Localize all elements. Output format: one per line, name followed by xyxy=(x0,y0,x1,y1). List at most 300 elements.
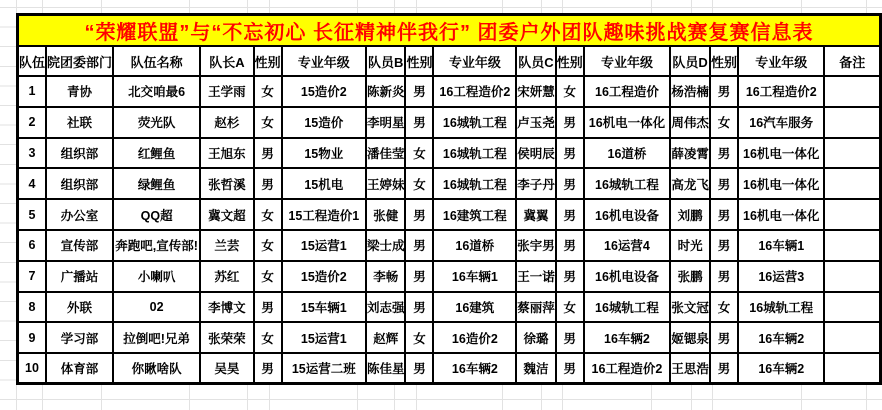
cell[interactable] xyxy=(405,322,433,353)
cell[interactable] xyxy=(366,107,406,138)
cell[interactable] xyxy=(46,76,113,107)
cell[interactable] xyxy=(670,261,710,292)
cell[interactable] xyxy=(113,168,200,199)
cell[interactable] xyxy=(18,168,47,199)
cell[interactable] xyxy=(254,76,282,107)
cell[interactable] xyxy=(710,138,738,169)
table-row xyxy=(18,76,881,107)
cell[interactable] xyxy=(433,230,516,261)
cell[interactable] xyxy=(433,353,516,384)
col-header[interactable]: 队伍名称 xyxy=(113,46,200,76)
cell[interactable] xyxy=(584,138,670,169)
cell[interactable] xyxy=(46,199,113,230)
cell-text: 15造价2 xyxy=(300,85,347,100)
cell[interactable] xyxy=(556,199,584,230)
cell-text: 15运营1 xyxy=(300,239,347,254)
cell-text: 男 xyxy=(563,177,577,192)
cell[interactable] xyxy=(282,76,366,107)
cell[interactable] xyxy=(405,107,433,138)
cell-text: 荧光队 xyxy=(137,116,176,131)
cell-text: 张鹏 xyxy=(677,270,703,285)
table-row xyxy=(18,168,881,199)
cell-text: 男 xyxy=(413,300,426,315)
cell[interactable] xyxy=(670,138,710,169)
table-title: “荣耀联盟”与“不忘初心 长征精神伴我行” 团委户外团队趣味挑战赛复赛信息表 xyxy=(18,15,881,47)
cell[interactable] xyxy=(18,261,47,292)
cell-text: 16车辆2 xyxy=(758,331,805,346)
cell[interactable] xyxy=(738,292,824,323)
cell-text: 刘鹏 xyxy=(677,208,703,223)
col-header[interactable]: 队长A xyxy=(200,46,253,76)
cell[interactable] xyxy=(366,261,406,292)
cell[interactable] xyxy=(584,199,670,230)
cell-text: 16车辆2 xyxy=(451,362,498,377)
cell-text: 王学雨 xyxy=(208,85,246,100)
cell[interactable] xyxy=(433,199,516,230)
cell-text: 红鲤鱼 xyxy=(137,146,176,161)
cell[interactable] xyxy=(584,261,670,292)
cell[interactable] xyxy=(516,353,556,384)
cell-text: 薛凌霄 xyxy=(671,146,709,161)
table-row xyxy=(18,199,881,230)
cell[interactable] xyxy=(200,353,253,384)
cell[interactable] xyxy=(405,138,433,169)
cell-text: 16车辆2 xyxy=(604,331,650,346)
cell[interactable] xyxy=(18,76,47,107)
cell-text: 魏洁 xyxy=(523,362,549,377)
cell[interactable] xyxy=(113,138,200,169)
cell-text: 8 xyxy=(28,299,36,314)
cell-text: 男 xyxy=(261,300,274,315)
cell-text: 卢玉尧 xyxy=(517,116,555,131)
cell[interactable] xyxy=(556,353,584,384)
cell[interactable] xyxy=(433,292,516,323)
cell[interactable] xyxy=(200,292,253,323)
cell[interactable] xyxy=(516,76,556,107)
cell-text: 杨浩楠 xyxy=(671,85,709,100)
cell[interactable] xyxy=(824,230,880,261)
cell-text: 绿鲤鱼 xyxy=(137,177,176,192)
cell[interactable] xyxy=(556,292,584,323)
cell[interactable] xyxy=(738,230,824,261)
cell-text: 女 xyxy=(563,300,577,315)
cell-text: 王婷妹 xyxy=(366,177,405,192)
cell-text: 16运营4 xyxy=(604,239,650,254)
col-header[interactable]: 性别 xyxy=(710,46,738,76)
cell-text: 姬锶泉 xyxy=(671,331,709,346)
cell[interactable] xyxy=(516,261,556,292)
cell[interactable] xyxy=(710,261,738,292)
cell-text: 女 xyxy=(261,270,274,285)
cell[interactable] xyxy=(670,322,710,353)
cell-text: 赵辉 xyxy=(373,331,399,346)
cell[interactable] xyxy=(516,230,556,261)
cell[interactable] xyxy=(46,230,113,261)
cell-text: 15工程造价1 xyxy=(288,208,360,223)
cell[interactable] xyxy=(670,168,710,199)
cell-text: 女 xyxy=(261,208,274,223)
cell-text: 刘志强 xyxy=(366,300,405,315)
cell[interactable] xyxy=(824,138,880,169)
cell[interactable] xyxy=(584,107,670,138)
cell-text: 16运营3 xyxy=(758,270,805,285)
cell-text: 5 xyxy=(28,207,36,222)
cell[interactable] xyxy=(200,168,253,199)
cell[interactable] xyxy=(584,76,670,107)
cell[interactable] xyxy=(433,168,516,199)
cell[interactable] xyxy=(405,76,433,107)
cell[interactable] xyxy=(824,199,880,230)
cell-text: 16道桥 xyxy=(607,146,647,161)
cell-text: 女 xyxy=(413,146,426,161)
cell[interactable] xyxy=(670,230,710,261)
cell[interactable] xyxy=(113,230,200,261)
cell[interactable] xyxy=(584,230,670,261)
cell-text: 16车辆2 xyxy=(758,362,805,377)
cell-text: 16城轨工程 xyxy=(442,177,507,192)
cell[interactable] xyxy=(516,168,556,199)
cell[interactable] xyxy=(18,230,47,261)
cell[interactable] xyxy=(516,107,556,138)
cell[interactable] xyxy=(670,292,710,323)
cell-text: 男 xyxy=(717,331,731,346)
cell[interactable] xyxy=(710,199,738,230)
cell[interactable] xyxy=(282,261,366,292)
cell[interactable] xyxy=(254,353,282,384)
cell-text: 女 xyxy=(413,331,426,346)
cell-text: 赵杉 xyxy=(214,116,240,131)
cell[interactable] xyxy=(18,138,47,169)
cell[interactable] xyxy=(738,107,824,138)
cell-text: 16机电一体化 xyxy=(743,177,820,192)
cell[interactable] xyxy=(710,353,738,384)
cell[interactable] xyxy=(18,292,47,323)
cell[interactable] xyxy=(46,353,113,384)
cell-text: 宋妍慧 xyxy=(517,85,555,100)
cell[interactable] xyxy=(113,199,200,230)
cell-text: 16工程造价2 xyxy=(745,85,817,100)
cell-text: 男 xyxy=(563,239,577,254)
cell-text: 男 xyxy=(717,177,731,192)
cell-text: 冀文超 xyxy=(208,208,246,223)
cell[interactable] xyxy=(366,322,406,353)
header-row xyxy=(18,46,881,76)
cell[interactable] xyxy=(405,261,433,292)
cell[interactable] xyxy=(254,168,282,199)
cell[interactable] xyxy=(366,292,406,323)
cell[interactable] xyxy=(670,199,710,230)
cell-text: 男 xyxy=(717,85,731,100)
cell[interactable] xyxy=(584,322,670,353)
cell[interactable] xyxy=(282,322,366,353)
cell-text: 男 xyxy=(261,177,274,192)
cell[interactable] xyxy=(710,322,738,353)
cell-text: 你瞅啥队 xyxy=(131,362,182,377)
cell[interactable] xyxy=(200,322,253,353)
cell[interactable] xyxy=(738,168,824,199)
cell[interactable] xyxy=(282,168,366,199)
cell[interactable] xyxy=(516,199,556,230)
col-header[interactable]: 专业年级 xyxy=(584,46,670,76)
cell[interactable] xyxy=(556,138,584,169)
cell-text: 冀翼 xyxy=(523,208,549,223)
cell[interactable] xyxy=(46,168,113,199)
cell-text: 女 xyxy=(261,85,274,100)
cell-text: 男 xyxy=(717,208,731,223)
cell[interactable] xyxy=(556,76,584,107)
cell-text: 男 xyxy=(261,146,274,161)
cell[interactable] xyxy=(738,322,824,353)
cell[interactable] xyxy=(366,199,406,230)
cell[interactable] xyxy=(405,199,433,230)
cell-text: 梁士成 xyxy=(366,239,405,254)
cell[interactable] xyxy=(254,230,282,261)
cell-text: 李明星 xyxy=(366,116,405,131)
cell[interactable] xyxy=(405,168,433,199)
cell[interactable] xyxy=(254,199,282,230)
cell[interactable] xyxy=(254,261,282,292)
cell[interactable] xyxy=(366,230,406,261)
cell[interactable] xyxy=(366,76,406,107)
cell[interactable] xyxy=(738,138,824,169)
cell-text: 16机电一体化 xyxy=(588,116,666,131)
cell-text: 16建筑工程 xyxy=(442,208,507,223)
cell-text: 女 xyxy=(261,331,274,346)
cell-text: 15运营1 xyxy=(300,331,347,346)
cell-text: 苏红 xyxy=(214,270,240,285)
cell-text: 男 xyxy=(261,362,274,377)
cell[interactable] xyxy=(710,292,738,323)
cell-text: 16城轨工程 xyxy=(595,177,659,192)
table-row xyxy=(18,138,881,169)
cell[interactable] xyxy=(433,322,516,353)
cell-text: 张哲溪 xyxy=(208,177,246,192)
cell-text: 男 xyxy=(717,239,731,254)
cell-text: 李畅 xyxy=(373,270,399,285)
cell[interactable] xyxy=(282,199,366,230)
cell-text: 张文冠 xyxy=(671,300,709,315)
cell[interactable] xyxy=(254,292,282,323)
cell-text: 16工程造价 xyxy=(595,85,659,100)
cell-text: 办公室 xyxy=(60,208,99,223)
cell[interactable] xyxy=(710,107,738,138)
cell[interactable] xyxy=(46,107,113,138)
cell[interactable] xyxy=(584,353,670,384)
cell-text: 学习部 xyxy=(60,331,99,346)
col-header[interactable]: 队员C xyxy=(516,46,556,76)
cell[interactable] xyxy=(556,322,584,353)
cell-text: 1 xyxy=(28,84,36,99)
cell[interactable] xyxy=(113,322,200,353)
cell-text: 男 xyxy=(563,331,577,346)
cell[interactable] xyxy=(282,107,366,138)
col-header[interactable]: 性别 xyxy=(254,46,282,76)
cell[interactable] xyxy=(405,353,433,384)
cell[interactable] xyxy=(254,107,282,138)
cell-text: 男 xyxy=(413,116,426,131)
competition-info-table xyxy=(16,13,882,385)
cell-text: 王旭东 xyxy=(208,146,246,161)
cell[interactable] xyxy=(556,230,584,261)
cell-text: 男 xyxy=(413,239,426,254)
col-header[interactable]: 专业年级 xyxy=(738,46,824,76)
cell-text: 组织部 xyxy=(60,146,99,161)
cell-text: 周伟杰 xyxy=(671,116,709,131)
cell[interactable] xyxy=(824,261,880,292)
cell-text: 16工程造价2 xyxy=(591,362,663,377)
cell[interactable] xyxy=(366,353,406,384)
cell-text: 10 xyxy=(25,361,39,376)
cell-text: 宣传部 xyxy=(60,239,99,254)
cell[interactable] xyxy=(254,322,282,353)
cell-text: 16城轨工程 xyxy=(749,300,814,315)
cell[interactable] xyxy=(46,322,113,353)
cell[interactable] xyxy=(405,230,433,261)
cell[interactable] xyxy=(516,322,556,353)
cell[interactable] xyxy=(738,261,824,292)
cell-text: 16城轨工程 xyxy=(442,146,507,161)
cell[interactable] xyxy=(556,107,584,138)
cell[interactable] xyxy=(46,292,113,323)
cell-text: 16车辆1 xyxy=(758,239,805,254)
title-row xyxy=(18,15,881,47)
cell[interactable] xyxy=(584,168,670,199)
cell[interactable] xyxy=(824,107,880,138)
col-header[interactable]: 队员D xyxy=(670,46,710,76)
cell-text: 王思浩 xyxy=(671,362,709,377)
cell-text: 16汽车服务 xyxy=(749,116,814,131)
cell[interactable] xyxy=(18,353,47,384)
cell-text: 15机电 xyxy=(304,177,344,192)
cell[interactable] xyxy=(433,107,516,138)
cell[interactable] xyxy=(738,199,824,230)
cell[interactable] xyxy=(824,292,880,323)
col-header[interactable]: 院团委部门 xyxy=(46,46,113,76)
cell-text: 16工程造价2 xyxy=(439,85,511,100)
cell[interactable] xyxy=(516,292,556,323)
cell[interactable] xyxy=(433,261,516,292)
cell[interactable] xyxy=(113,107,200,138)
cell[interactable] xyxy=(282,292,366,323)
col-header[interactable]: 队员B xyxy=(366,46,406,76)
cell[interactable] xyxy=(710,168,738,199)
cell[interactable] xyxy=(113,261,200,292)
cell-text: 陈佳星 xyxy=(366,362,405,377)
cell[interactable] xyxy=(18,322,47,353)
table-row xyxy=(18,107,881,138)
cell[interactable] xyxy=(433,76,516,107)
col-header[interactable]: 专业年级 xyxy=(282,46,366,76)
cell-text: 16城轨工程 xyxy=(595,300,659,315)
cell[interactable] xyxy=(200,230,253,261)
cell-text: 拉倒吧!兄弟 xyxy=(123,331,190,346)
cell-text: 青协 xyxy=(67,85,93,100)
table-body xyxy=(18,76,881,384)
cell-text: 女 xyxy=(563,85,577,100)
cell[interactable] xyxy=(18,199,47,230)
cell-text: 男 xyxy=(563,362,577,377)
cell[interactable] xyxy=(254,138,282,169)
table-row xyxy=(18,292,881,323)
cell[interactable] xyxy=(200,107,253,138)
cell-text: 侯明辰 xyxy=(517,146,555,161)
cell[interactable] xyxy=(516,138,556,169)
cell[interactable] xyxy=(824,76,880,107)
col-header[interactable]: 性别 xyxy=(405,46,433,76)
cell-text: 15车辆1 xyxy=(300,300,347,315)
table-row xyxy=(18,230,881,261)
cell[interactable] xyxy=(282,230,366,261)
cell[interactable] xyxy=(556,261,584,292)
cell[interactable] xyxy=(282,138,366,169)
cell[interactable] xyxy=(824,353,880,384)
cell-text: 女 xyxy=(261,239,274,254)
cell[interactable] xyxy=(113,353,200,384)
cell[interactable] xyxy=(710,230,738,261)
cell-text: 组织部 xyxy=(60,177,99,192)
cell-text: 李子丹 xyxy=(517,177,555,192)
cell[interactable] xyxy=(738,76,824,107)
cell-text: 男 xyxy=(563,208,577,223)
cell[interactable] xyxy=(200,199,253,230)
cell-text: 男 xyxy=(413,85,426,100)
cell[interactable] xyxy=(710,76,738,107)
cell-text: 吴昊 xyxy=(214,362,240,377)
cell[interactable] xyxy=(366,138,406,169)
cell-text: 王一诺 xyxy=(517,270,555,285)
cell[interactable] xyxy=(46,261,113,292)
cell-text: 体育部 xyxy=(60,362,99,377)
cell[interactable] xyxy=(670,76,710,107)
cell-text: 北交咱最6 xyxy=(128,85,186,100)
table-row xyxy=(18,353,881,384)
cell-text: 16车辆1 xyxy=(451,270,498,285)
cell[interactable] xyxy=(584,292,670,323)
cell-text: 02 xyxy=(149,299,164,314)
cell[interactable] xyxy=(18,107,47,138)
cell[interactable] xyxy=(405,292,433,323)
cell[interactable] xyxy=(433,138,516,169)
cell[interactable] xyxy=(200,138,253,169)
cell[interactable] xyxy=(200,76,253,107)
col-header[interactable]: 备注 xyxy=(824,46,880,76)
cell-text: 男 xyxy=(717,270,731,285)
cell[interactable] xyxy=(366,168,406,199)
cell[interactable] xyxy=(113,76,200,107)
cell-text: 16建筑 xyxy=(455,300,495,315)
cell-text: 16机电设备 xyxy=(595,208,659,223)
cell[interactable] xyxy=(738,353,824,384)
cell[interactable] xyxy=(670,353,710,384)
cell-text: 女 xyxy=(717,300,731,315)
cell[interactable] xyxy=(46,138,113,169)
cell[interactable] xyxy=(670,107,710,138)
cell-text: 陈新炎 xyxy=(366,85,405,100)
cell-text: 潘佳莹 xyxy=(366,146,405,161)
cell[interactable] xyxy=(556,168,584,199)
col-header[interactable]: 队伍 xyxy=(18,46,47,76)
cell[interactable] xyxy=(113,292,200,323)
cell-text: 16道桥 xyxy=(455,239,495,254)
cell-text: 张荣荣 xyxy=(208,331,246,346)
col-header[interactable]: 专业年级 xyxy=(433,46,516,76)
cell[interactable] xyxy=(824,322,880,353)
col-header[interactable]: 性别 xyxy=(556,46,584,76)
cell[interactable] xyxy=(824,168,880,199)
cell[interactable] xyxy=(200,261,253,292)
cell[interactable] xyxy=(282,353,366,384)
cell-text: 男 xyxy=(563,116,577,131)
